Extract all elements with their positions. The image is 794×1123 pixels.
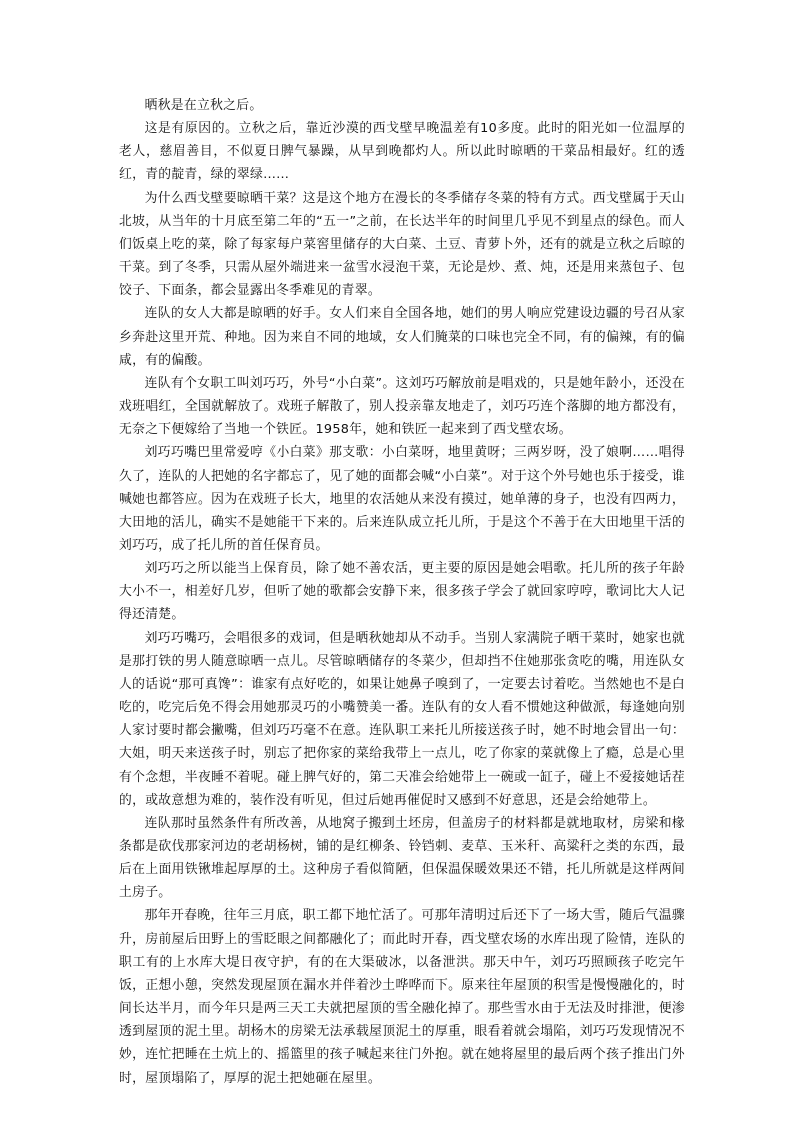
paragraph-5: 连队有个女职工叫刘巧巧，外号“小白菜”。这刘巧巧解放前是唱戏的，只是她年龄小，还没在戏班唱红，全国就解放了。戏班子解散了，别人投亲靠友地走了，刘巧巧连个落脚的地方都没有，无奈之下便嫁给了当地一个铁匠。1958年，她和铁匠一起来到了西戈壁农场。 [119, 375, 685, 438]
paragraph-2: 这是有原因的。立秋之后，靠近沙漠的西戈壁早晚温差有10多度。此时的阳光如一位温厚的老人，慈眉善目，不似夏日脾气暴躁，从早到晚都灼人。所以此时晾晒的干菜品相最好。红的透红，青的靛青，绿的翠绿…… [119, 121, 685, 183]
paragraph-9: 连队那时虽然条件有所改善，从地窝子搬到土坯房，但盖房子的材料都是就地取材，房梁和椽条都是砍伐那家河边的老胡杨树，铺的是红柳条、铃铛刺、麦草、玉米秆、高粱秆之类的东西，最后在上面用铁锹堆起厚厚的土。这种房子看似简陋，但保温保暖效果还不错，托儿所就是这样两间土房子。 [119, 815, 685, 901]
paragraph-6: 刘巧巧嘴巴里常爱哼《小白菜》那支歌：小白菜呀，地里黄呀；三两岁呀，没了娘啊……唱得久了，连队的人把她的名字都忘了，见了她的面都会喊“小白菜”。对于这个外号她也乐于接受，谁喊她也都答应。因为在戏班子长大，地里的农活她从来没有摸过，她单薄的身子，也没有四两力，大田地的活儿，确实不是她能干下来的。后来连队成立托儿所，于是这个不善于在大田地里干活的刘巧巧，成了托儿所的首任保育员。 [119, 445, 685, 553]
paragraph-3: 为什么西戈壁要晾晒干菜？这是这个地方在漫长的冬季储存冬菜的特有方式。西戈壁属于天山北坡，从当年的十月底至第二年的“五一”之前，在长达半年的时间里几乎见不到星点的绿色。而人们饭桌上吃的菜，除了每家每户菜窖里储存的大白菜、土豆、青萝卜外，还有的就是立秋之后晾的干菜。到了冬季，只需从屋外端进来一盆雪水浸泡干菜，无论是炒、煮、炖，还是用来蒸包子、包饺子、下面条，都会显露出冬季难见的青翠。 [119, 190, 685, 299]
paragraph-7: 刘巧巧之所以能当上保育员，除了她不善农活，更主要的原因是她会唱歌。托儿所的孩子年龄大小不一，相差好几岁，但听了她的歌都会安静下来，很多孩子学会了就回家哼哼，歌词比大人记得还清楚。 [119, 561, 685, 623]
paragraph-4: 连队的女人大都是晾晒的好手。女人们来自全国各地，她们的男人响应党建设边疆的号召从家乡奔赴这里开荒、种地。因为来自不同的地域，女人们腌菜的口味也完全不同，有的偏辣，有的偏咸，有的偏酸。 [119, 306, 685, 368]
paragraph-10: 那年开春晚，往年三月底，职工都下地忙活了。可那年清明过后还下了一场大雪，随后气温骤升，房前屋后田野上的雪眨眼之间都融化了；而此时开春，西戈壁农场的水库出现了险情，连队的职工有的上水库大堤日夜守护，有的在大渠破冰，以备泄洪。那天中午，刘巧巧照顾孩子吃完午饭，正想小憩，突然发现屋顶在漏水并伴着沙土哗哗而下。原来往年屋顶的积雪是慢慢融化的，时间长达半月，而今年只是两三天工夫就把屋顶的雪全融化掉了。那些雪水由于无法及时排泄，便渗透到屋顶的泥土里。胡杨木的房梁无法承载屋顶泥土的厚重，眼看着就会塌陷，刘巧巧发现情况不妙，连忙把睡在土炕上的、摇篮里的孩子喊起来往门外抱。就在她将屋里的最后两个孩子推出门外时，屋顶塌陷了，厚厚的泥土把她砸在屋里。 [119, 908, 685, 1086]
article-body [119, 94, 685, 1090]
paragraph-1: 晒秋是在立秋之后。 [144, 98, 263, 113]
paragraph-8: 刘巧巧嘴巧，会唱很多的戏词，但是晒秋她却从不动手。当别人家满院子晒干菜时，她家也就是那打铁的男人随意晾晒一点儿。尽管晾晒储存的冬菜少，但却挡不住她那张贪吃的嘴，用连队女人的话说“那可真馋”：谁家有点好吃的，如果让她鼻子嗅到了，一定要去讨着吃。当然她也不是白吃的，吃完后免不得会用她那灵巧的小嘴赞美一番。连队有的女人看不惯她这种做派，每逢她向别人家讨要时都会撇嘴，但刘巧巧毫不在意。连队职工来托儿所接送孩子时，她不时地会冒出一句：大姐，明天来送孩子时，别忘了把你家的菜给我带上一点儿，吃了你家的菜就像上了瘾，总是心里有个念想，半夜睡不着呢。碰上脾气好的，第二天准会给她带上一碗或一缸子，碰上不爱接她话茬的，或故意想为难的，装作没有听见，但过后她再催促时又感到不好意思，还是会给她带上。 [119, 630, 685, 808]
